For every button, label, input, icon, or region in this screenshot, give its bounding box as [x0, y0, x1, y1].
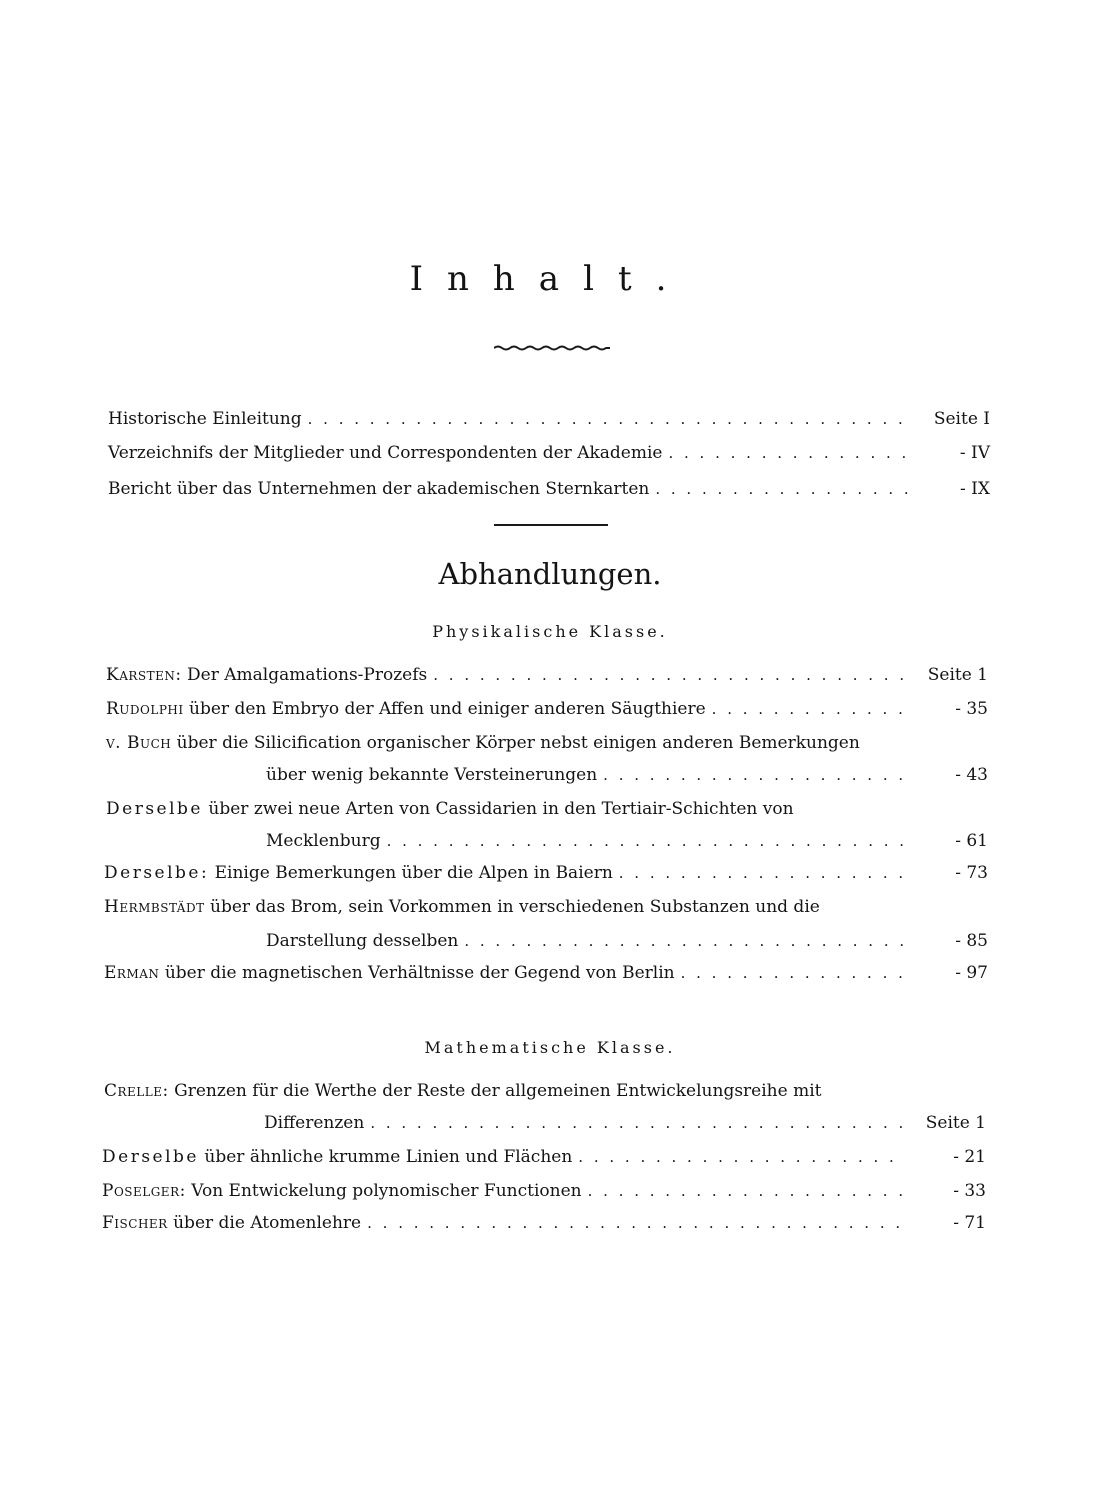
entry-author: v. Buch: [106, 733, 172, 753]
entry-page: - 97: [955, 963, 988, 983]
entry-title: über die Silicification organischer Körper nebst einigen anderen Bemerkungen: [176, 733, 860, 753]
section-heading: Abhandlungen.: [438, 557, 662, 591]
entry-title: Einige Bemerkungen über die Alpen in Baiern: [214, 863, 613, 883]
entry-title: über zwei neue Arten von Cassidarien in den Tertiair-Schichten von: [208, 799, 794, 819]
entry-title: Historische Einleitung: [108, 409, 302, 429]
toc-entry-continuation[interactable]: [266, 830, 988, 852]
math-class-label: Mathematische Klasse.: [424, 1038, 676, 1057]
toc-entry-members[interactable]: [108, 442, 990, 464]
toc-entry-sternkarten[interactable]: [108, 478, 990, 500]
toc-entry-continuation[interactable]: [264, 1112, 986, 1134]
entry-page: - IV: [959, 443, 990, 463]
toc-entry-first-line[interactable]: [104, 896, 820, 918]
entry-page: - 33: [953, 1181, 986, 1201]
toc-entry[interactable]: [102, 1146, 986, 1168]
dot-leader: [433, 664, 906, 686]
dot-leader: [367, 1212, 904, 1234]
dot-leader: [578, 1146, 904, 1168]
toc-entry-continuation[interactable]: [266, 764, 988, 786]
entry-author: Derselbe: [102, 1147, 199, 1167]
toc-entry[interactable]: [106, 664, 988, 686]
entry-page: - 61: [955, 831, 988, 851]
entry-title: Von Entwickelung polynomischer Functionen: [191, 1181, 582, 1201]
entry-title: über den Embryo der Affen und einiger anderen Säugthiere: [189, 699, 706, 719]
physics-class-label: Physikalische Klasse.: [432, 622, 668, 641]
entry-author: Rudolphi: [106, 699, 184, 719]
entry-title: Grenzen für die Werthe der Reste der allgemeinen Entwickelungsreihe mit: [174, 1081, 822, 1101]
entry-title: Der Amalgamations-Prozefs: [187, 665, 428, 685]
dot-leader: [387, 830, 906, 852]
entry-page: - 73: [955, 863, 988, 883]
entry-title: Verzeichnifs der Mitglieder und Correspondenten der Akademie: [108, 443, 663, 463]
entry-title-cont: Mecklenburg: [266, 831, 381, 851]
toc-entry-intro[interactable]: [108, 408, 990, 430]
dot-leader: [308, 408, 908, 430]
toc-entry-first-line[interactable]: [106, 732, 860, 754]
entry-page: Seite 1: [925, 1113, 986, 1133]
dot-leader: [588, 1180, 904, 1202]
toc-entry[interactable]: [106, 698, 988, 720]
entry-author: Erman: [104, 963, 160, 983]
toc-entry-first-line[interactable]: [106, 798, 794, 820]
entry-title: Bericht über das Unternehmen der akademischen Sternkarten: [108, 479, 650, 499]
entry-title: über das Brom, sein Vorkommen in verschiedenen Substanzen und die: [210, 897, 820, 917]
entry-page: - 21: [953, 1147, 986, 1167]
page-title: Inhalt.: [409, 259, 691, 299]
entry-author: Hermbstädt: [104, 897, 205, 917]
dot-leader: [681, 962, 906, 984]
toc-entry-continuation[interactable]: [266, 930, 988, 952]
entry-title: über die Atomenlehre: [173, 1213, 362, 1233]
entry-page: Seite I: [933, 409, 990, 429]
entry-author: Crelle:: [104, 1081, 169, 1101]
entry-author: Karsten:: [106, 665, 182, 685]
toc-entry[interactable]: [102, 1180, 986, 1202]
dot-leader: [603, 764, 906, 786]
toc-entry[interactable]: [104, 862, 988, 884]
dot-leader: [464, 930, 906, 952]
entry-author: Derselbe: [106, 799, 203, 819]
entry-page: - IX: [960, 479, 990, 499]
dot-leader: [370, 1112, 904, 1134]
entry-page: - 43: [955, 765, 988, 785]
dot-leader: [619, 862, 906, 884]
toc-entry-first-line[interactable]: [104, 1080, 822, 1102]
toc-entry[interactable]: [102, 1212, 986, 1234]
entry-page: - 35: [955, 699, 988, 719]
entry-title-cont: Differenzen: [264, 1113, 365, 1133]
wavy-ornament: [494, 344, 610, 352]
entry-author: Fischer: [102, 1213, 168, 1233]
entry-title: über ähnliche krumme Linien und Flächen: [204, 1147, 573, 1167]
dot-leader: [655, 478, 908, 500]
entry-page: - 85: [955, 931, 988, 951]
dot-leader: [712, 698, 906, 720]
entry-title-cont: Darstellung desselben: [266, 931, 459, 951]
entry-page: Seite 1: [927, 665, 988, 685]
entry-page: - 71: [953, 1213, 986, 1233]
entry-title: über die magnetischen Verhältnisse der Gegend von Berlin: [164, 963, 675, 983]
entry-author: Poselger:: [102, 1181, 186, 1201]
toc-entry[interactable]: [104, 962, 988, 984]
dot-leader: [668, 442, 908, 464]
section-divider: [494, 524, 608, 526]
entry-title-cont: über wenig bekannte Versteinerungen: [266, 765, 598, 785]
entry-author: Derselbe:: [104, 863, 210, 883]
